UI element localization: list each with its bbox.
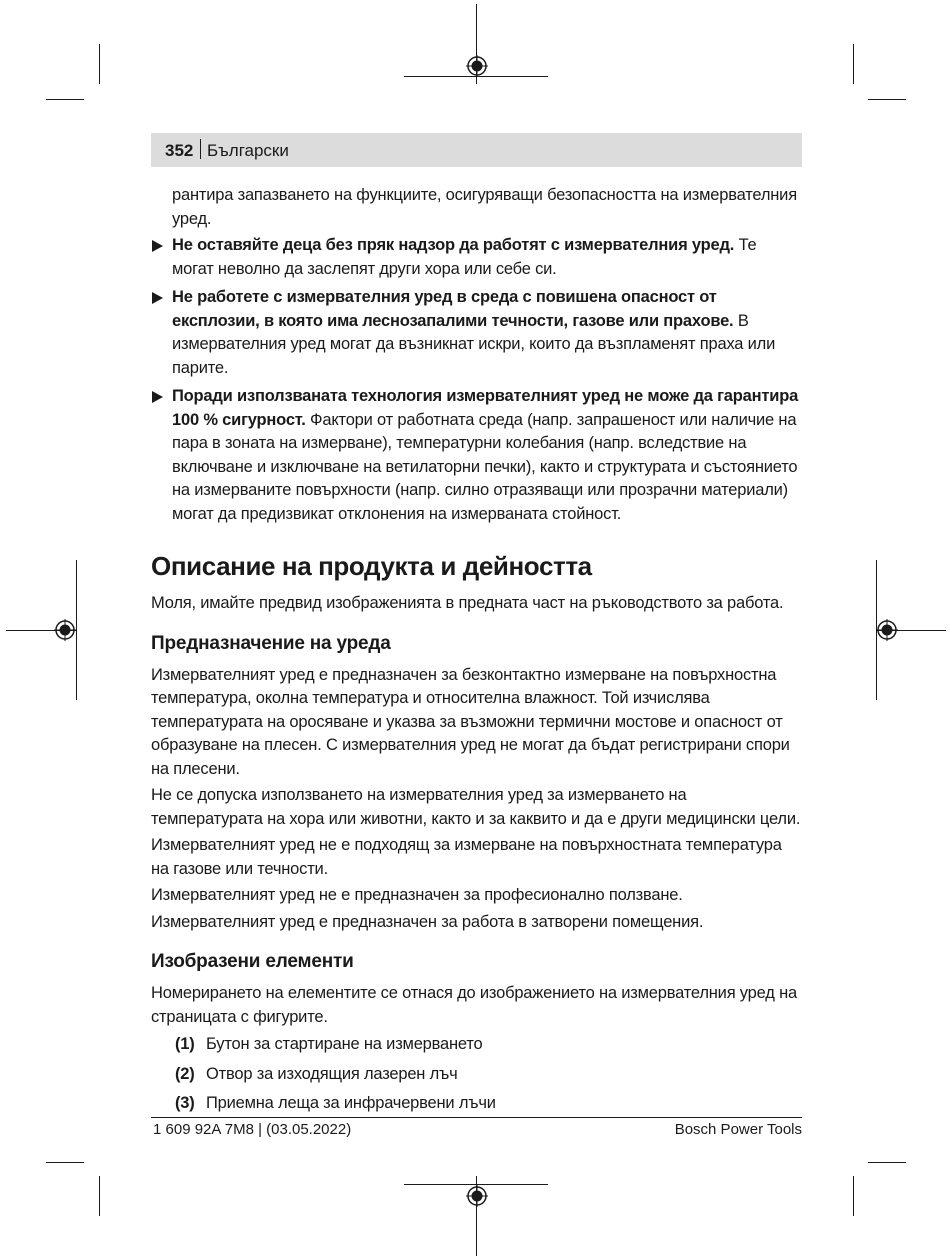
list-item xyxy=(151,1063,802,1087)
warning-item xyxy=(151,234,802,281)
components-intro: Номерирането на елементите се отнася до изображението на измервателния уред на страницата с фигурите. xyxy=(151,984,797,1026)
warning-bold: Не оставяйте деца без пряк надзор да работят с измервателния уред. xyxy=(172,236,735,254)
section-title: Описание на продукта и дейността xyxy=(151,551,592,581)
components-list xyxy=(151,1033,802,1116)
registration-mark-icon xyxy=(466,1185,488,1207)
purpose-paragraph: Не се допуска използването на измервателния уред за измерването на температурата на хора или животни, както и за каквито и да е други медицински цели. xyxy=(151,786,801,828)
header-divider xyxy=(200,139,201,159)
item-label: Приемна леща за инфрачервени лъчи xyxy=(206,1094,496,1112)
header-language: Български xyxy=(207,141,289,160)
warning-bold: Не работете с измервателния уред в среда с повишена опасност от експлозии, в която има леснозапалими течности, газове или прахове. xyxy=(172,288,734,330)
registration-mark-icon xyxy=(466,55,488,77)
warning-text: Те могат неволно да заслепят други хора или себе си. xyxy=(172,236,757,278)
intro-continuation: рантира запазването на функциите, осигуряващи безопасността на измервателния уред. xyxy=(172,186,797,228)
crop-mark xyxy=(99,1176,100,1216)
purpose-paragraph: Измервателният уред е предназначен за безконтактно измерване на повърхностна температура, околна температура и относителна влажност. Той изчислява температурата на оросяване и указва за възможни термични мостове и опасност от образуване на плесен. С измервателния уред не могат да бъдат регистрирани спори на плесени. xyxy=(151,665,790,778)
warning-text: В измервателния уред могат да възникнат искри, които да възпламенят праха или парите. xyxy=(172,311,776,377)
components-heading: Изобразени елементи xyxy=(151,951,354,972)
crop-mark xyxy=(868,99,906,100)
footer-document-id: 1 609 92A 7M8 | (03.05.2022) xyxy=(153,1121,352,1138)
crop-mark xyxy=(46,99,84,100)
item-number: (3) xyxy=(175,1094,195,1112)
footer-brand: Bosch Power Tools xyxy=(674,1121,802,1138)
crop-mark xyxy=(868,1162,906,1163)
purpose-paragraph: Измервателният уред не е подходящ за измерване на повърхностната температура на газове или течности. xyxy=(151,836,782,878)
page-body xyxy=(151,184,802,1122)
item-label: Бутон за стартиране на измерването xyxy=(206,1035,483,1053)
crop-mark xyxy=(76,560,77,700)
bullet-triangle-icon xyxy=(152,240,163,252)
item-number: (2) xyxy=(175,1064,195,1083)
item-label: Отвор за изходящия лазерен лъч xyxy=(206,1064,458,1083)
crop-mark xyxy=(46,1162,84,1163)
bullet-triangle-icon xyxy=(152,292,163,304)
registration-mark-icon xyxy=(876,619,898,641)
warning-bold: Поради използваната технология измервателният уред не може да гарантира 100 % сигурност. xyxy=(172,387,799,429)
bullet-triangle-icon xyxy=(152,391,163,403)
purpose-paragraph: Измервателният уред не е предназначен за професионално ползване. xyxy=(151,886,683,904)
warning-item xyxy=(151,385,802,526)
page-number: 352 xyxy=(165,141,194,160)
item-number: (1) xyxy=(175,1035,195,1053)
crop-mark xyxy=(853,1176,854,1216)
list-item xyxy=(151,1033,802,1057)
purpose-heading: Предназначение на уреда xyxy=(151,632,391,654)
registration-mark-icon xyxy=(54,619,76,641)
crop-mark xyxy=(99,44,100,84)
crop-mark xyxy=(853,44,854,84)
warning-text: Фактори от работната среда (напр. запрашеност или наличие на пара в зоната на измерване), температурни колебания (напр. вследствие на включване и изключване на ветилаторни печки), както и структурата и състоянието на измерваните повърхности (напр. силно отразяващи или прозрачни материали) могат да предизвикат отклонения на измерваната стойност. xyxy=(172,410,798,523)
warning-item xyxy=(151,286,802,380)
section-intro: Моля, имайте предвид изображенията в предната част на ръководството за работа. xyxy=(151,594,784,612)
purpose-paragraph: Измервателният уред е предназначен за работа в затворени помещения. xyxy=(151,912,704,931)
list-item xyxy=(151,1092,802,1116)
footer-rule xyxy=(151,1117,802,1118)
page-header xyxy=(151,133,802,167)
